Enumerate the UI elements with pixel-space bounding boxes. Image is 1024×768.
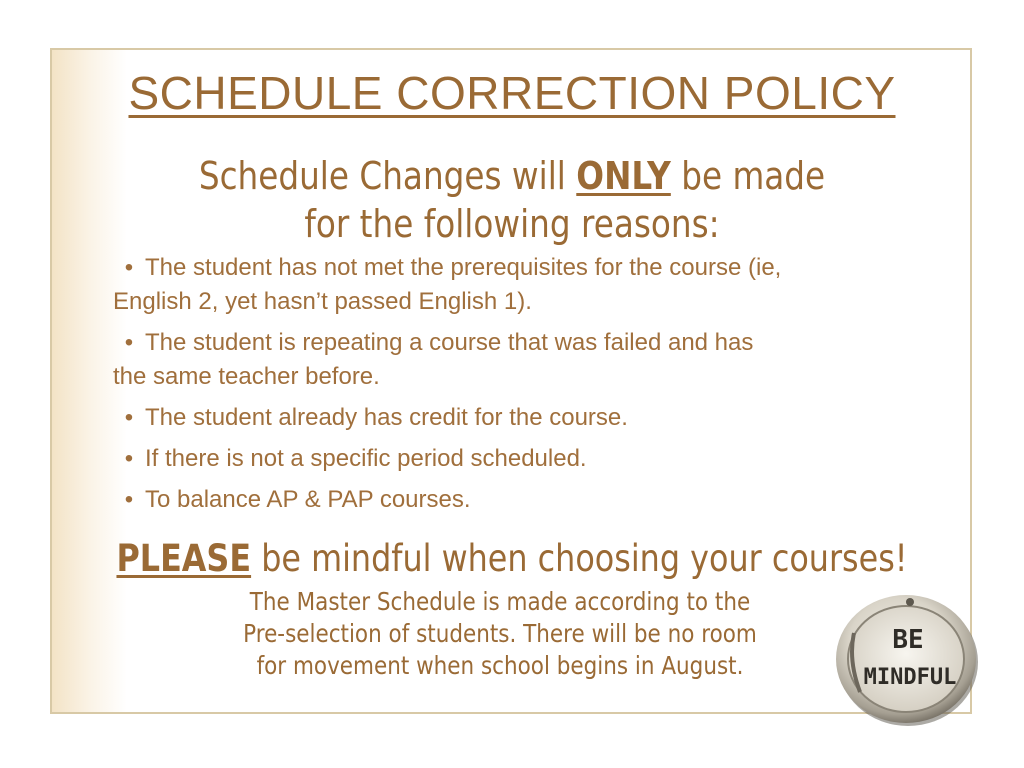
list-item	[113, 483, 963, 517]
list-item-text: If there is not a specific period scheduled.	[145, 445, 587, 472]
please-statement	[72, 534, 953, 584]
bullet-icon: •	[124, 445, 134, 472]
bullet-icon: •	[124, 404, 134, 431]
list-item-text: The student already has credit for the course.	[145, 404, 628, 431]
list-item-text: To balance AP & PAP courses.	[145, 486, 471, 513]
list-item-text-continued: the same teacher before.	[113, 363, 380, 390]
subtitle-emphasis: ONLY	[576, 154, 671, 198]
bullet-icon: •	[124, 329, 134, 356]
badge-line-1: BE	[892, 625, 924, 655]
slide-subtitle	[72, 152, 953, 248]
reasons-list	[113, 251, 963, 524]
list-item	[113, 442, 963, 476]
note-line-1: The Master Schedule is made according to the	[249, 587, 751, 616]
badge-line-2: MINDFUL	[863, 665, 957, 690]
list-item	[113, 251, 963, 319]
please-emphasis: PLEASE	[116, 537, 252, 580]
list-item	[113, 401, 963, 435]
master-schedule-note	[225, 586, 775, 682]
be-mindful-badge-icon	[834, 588, 980, 728]
list-item-text: The student is repeating a course that was failed and has	[145, 329, 754, 356]
please-rest: be mindful when choosing your courses!	[251, 537, 908, 580]
bullet-icon: •	[124, 486, 134, 513]
list-item-text-continued: English 2, yet hasn’t passed English 1).	[113, 288, 532, 315]
subtitle-after: be made	[670, 154, 826, 198]
slide-title: SCHEDULE CORRECTION POLICY	[128, 67, 896, 119]
list-item-text: The student has not met the prerequisites for the course (ie,	[145, 254, 782, 281]
note-line-2: Pre-selection of students. There will be no room	[243, 619, 757, 648]
subtitle-before: Schedule Changes will	[198, 154, 577, 198]
subtitle-line-2: for the following reasons:	[304, 202, 720, 246]
bullet-icon: •	[124, 254, 134, 281]
list-item	[113, 326, 963, 394]
subtitle-line-1	[72, 152, 953, 200]
note-line-3: for movement when school begins in August.	[256, 651, 744, 680]
